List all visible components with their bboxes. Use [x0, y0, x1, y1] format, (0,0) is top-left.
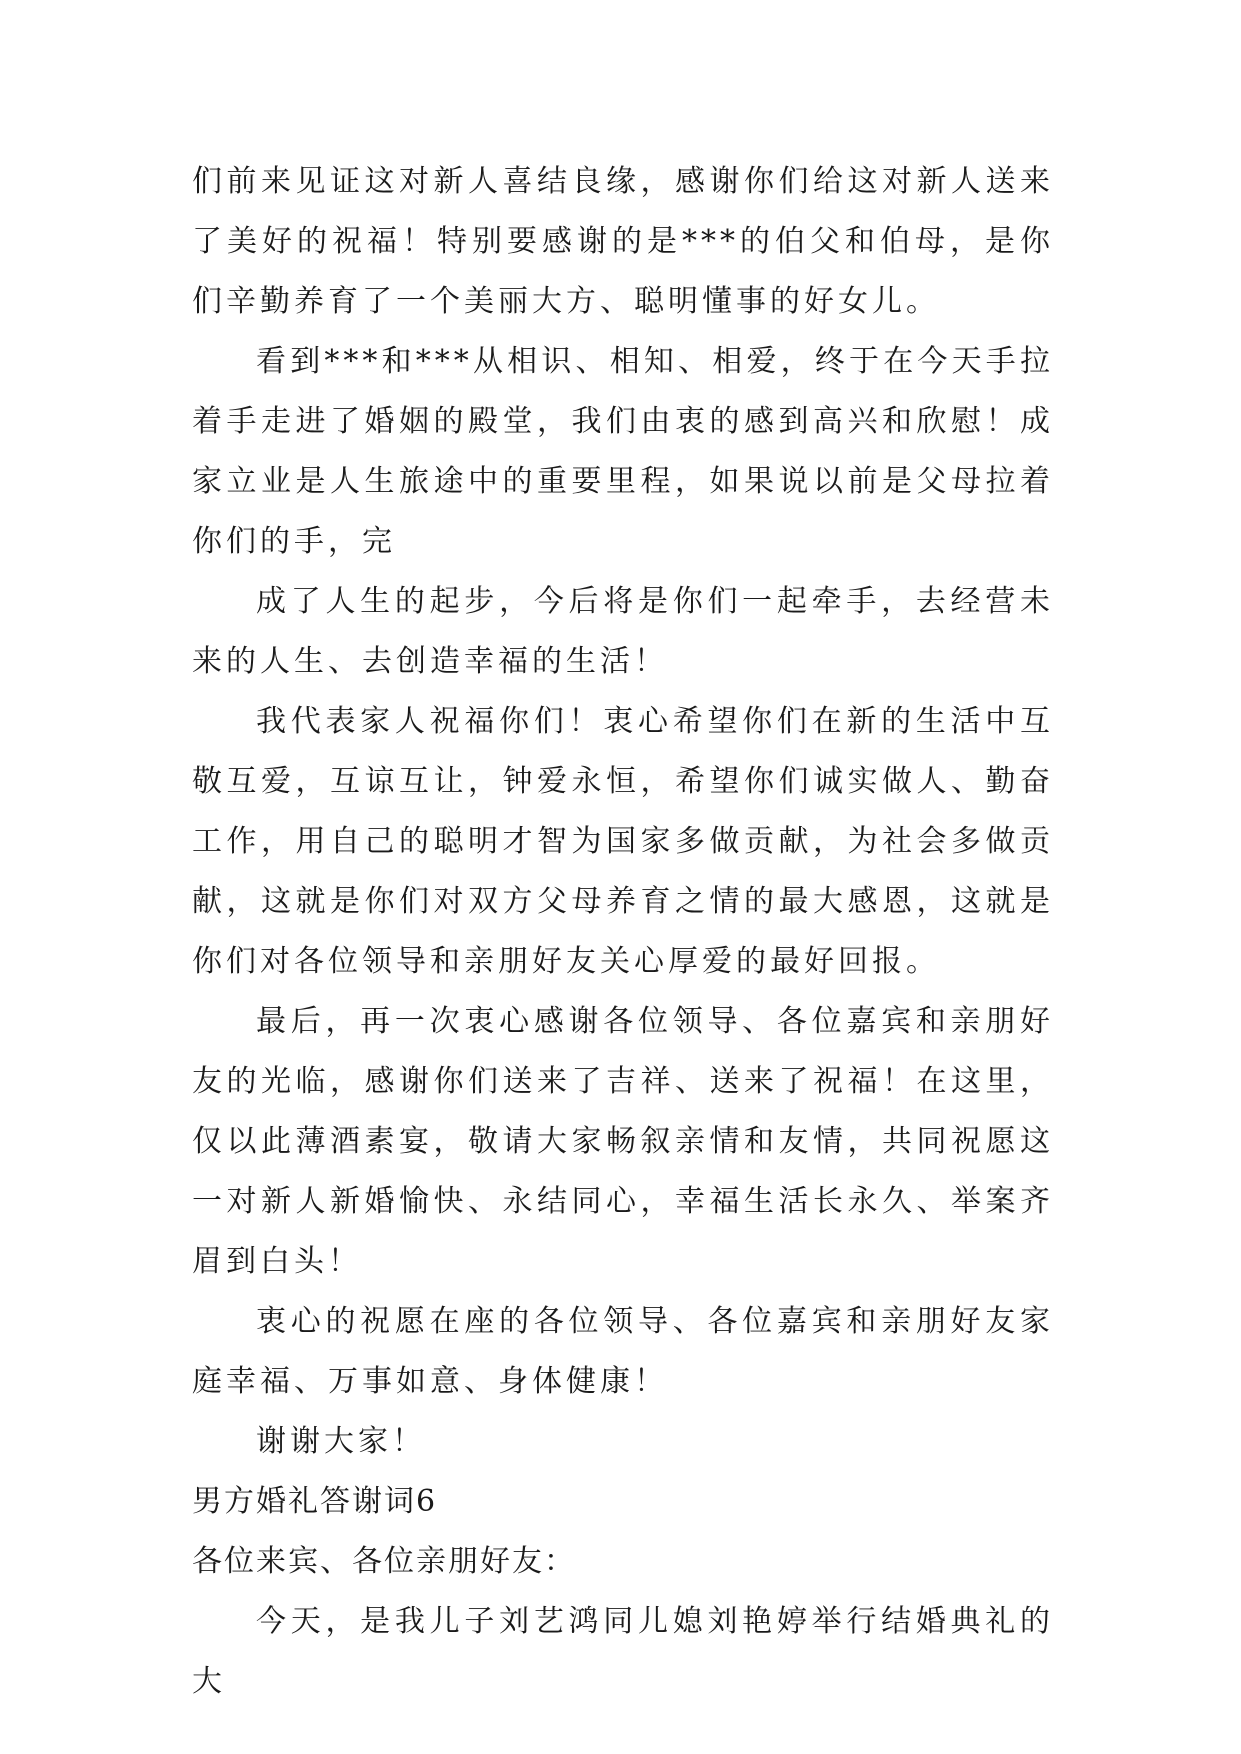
paragraph-7: 谢谢大家！ [256, 1424, 426, 1459]
paragraph-2: 看到***和***从相识、相知、相爱，终于在今天手拉着手走进了婚姻的殿堂，我们由衷的感到高兴和欣慰！成家立业是人生旅途中的重要里程，如果说以前是父母拉着你们的手，完 [192, 344, 1054, 559]
paragraph-3: 成了人生的起步，今后将是你们一起牵手，去经营未来的人生、去创造幸福的生活！ [192, 584, 1054, 679]
paragraph-1: 们前来见证这对新人喜结良缘，感谢你们给这对新人送来了美好的祝福！特别要感谢的是***的伯父和伯母，是你们辛勤养育了一个美丽大方、聪明懂事的好女儿。 [192, 164, 1054, 319]
paragraph-5: 最后，再一次衷心感谢各位领导、各位嘉宾和亲朋好友的光临，感谢你们送来了吉祥、送来了祝福！在这里，仅以此薄酒素宴，敬请大家畅叙亲情和友情，共同祝愿这一对新人新婚愉快、永结同心，幸福生活长永久、举案齐眉到白头！ [192, 1004, 1054, 1279]
salutation: 各位来宾、各位亲朋好友： [192, 1544, 576, 1579]
document-body [192, 152, 1054, 1712]
opening-paragraph: 今天，是我儿子刘艺鸿同儿媳刘艳婷举行结婚典礼的大 [192, 1604, 1054, 1699]
section-title: 男方婚礼答谢词6 [192, 1484, 438, 1519]
paragraph-6: 衷心的祝愿在座的各位领导、各位嘉宾和亲朋好友家庭幸福、万事如意、身体健康！ [192, 1304, 1054, 1399]
paragraph-4: 我代表家人祝福你们！衷心希望你们在新的生活中互敬互爱，互谅互让，钟爱永恒，希望你们诚实做人、勤奋工作，用自己的聪明才智为国家多做贡献，为社会多做贡献，这就是你们对双方父母养育之情的最大感恩，这就是你们对各位领导和亲朋好友关心厚爱的最好回报。 [192, 704, 1054, 979]
